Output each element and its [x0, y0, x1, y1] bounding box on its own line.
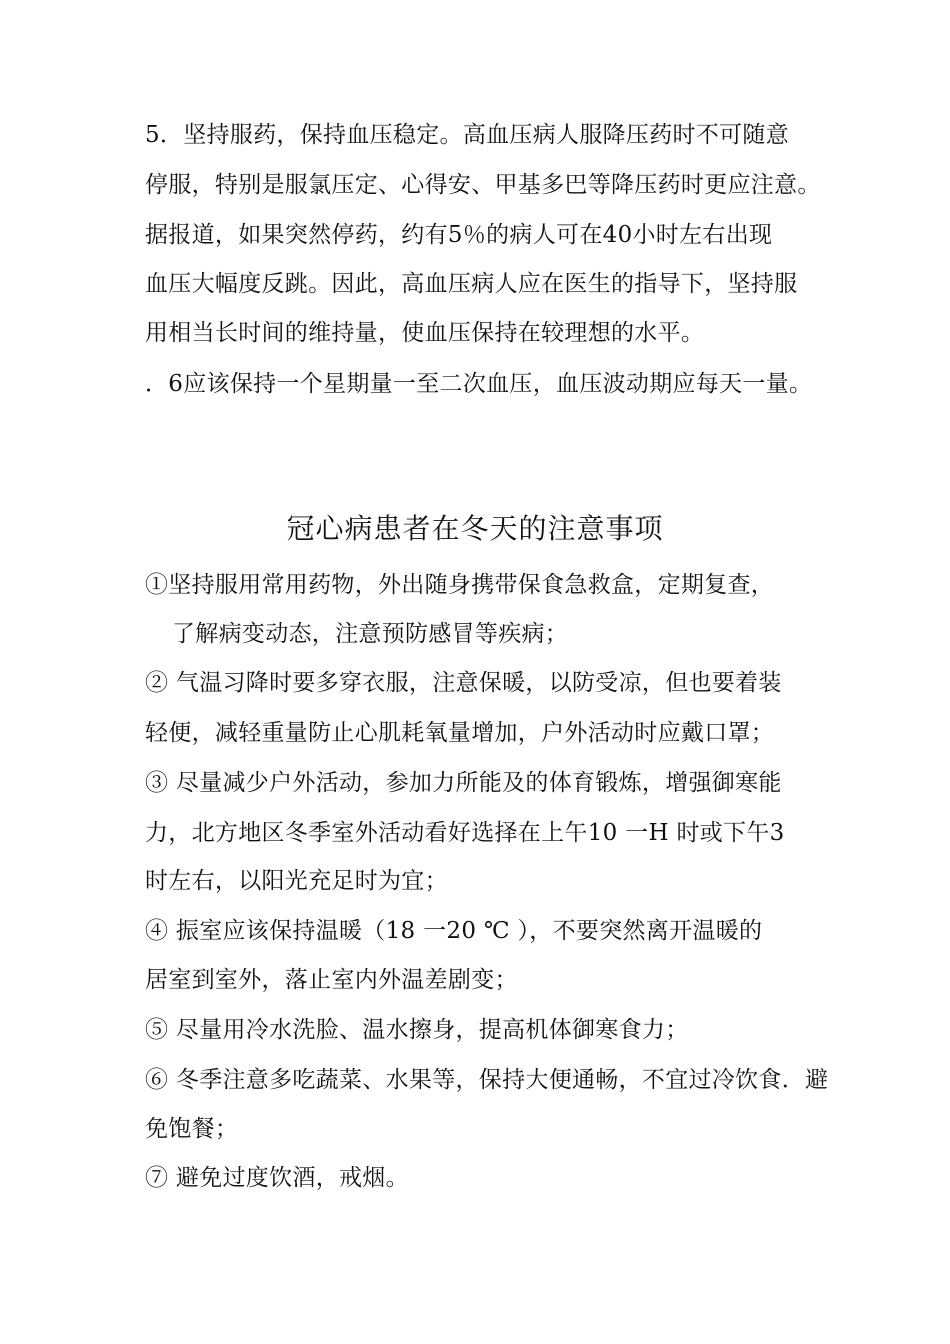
coronary-item-2-line-1: ② 气温习降时要多穿衣服，注意保暖，以防受凉，但也要着装	[145, 670, 782, 696]
coronary-item-4-line-2: 居室到室外，落止室内外温差剧变；	[145, 967, 518, 993]
hypertension-line-6: ．6应该保持一个星期量一至二次血压，血压波动期应每天一量。	[145, 371, 813, 397]
hypertension-line-2: 停服，特别是服氯压定、心得安、甲基多巴等降压药时更应注意。	[145, 172, 821, 198]
coronary-item-1-line-1: ①坚持服用常用药物，外出随身携带保食急救盒，定期复查，	[145, 572, 775, 598]
coronary-item-5-line-1: ⑤ 尽量用冷水洗脸、温水擦身，提高机体御寒食力；	[145, 1017, 689, 1043]
hypertension-line-1: 5．坚持服药，保持血压稳定。高血压病人服降压药时不可随意	[145, 122, 790, 148]
hypertension-line-5: 用相当长时间的维持量，使血压保持在较理想的水平。	[145, 320, 705, 346]
coronary-item-1-line-2: 了解病变动态，注意预防感冒等疾病；	[172, 621, 569, 647]
section-title: 冠心病患者在冬天的注意事项	[286, 512, 664, 545]
coronary-item-6-line-1: ⑥ 冬季注意多吃蔬菜、水果等，保持大便通畅，不宜过冷饮食．避	[145, 1067, 829, 1093]
hypertension-line-4: 血压大幅度反跳。因此，高血压病人应在医生的指导下，坚持服	[145, 271, 798, 297]
coronary-item-3-line-3: 时左右，以阳光充足时为宜；	[145, 868, 448, 894]
coronary-item-6-line-2: 免饱餐；	[145, 1116, 239, 1142]
hypertension-line-3: 据报道，如果突然停药，约有5％的病人可在40小时左右出现	[145, 222, 773, 248]
coronary-item-4-line-1: ④ 振室应该保持温暖（18 一20 ℃ ），不要突然离开温暖的	[145, 918, 763, 944]
coronary-item-3-line-1: ③ 尽量减少户外活动，参加力所能及的体育锻炼，增强御寒能	[145, 770, 782, 796]
coronary-item-3-line-2: 力，北方地区冬季室外活动看好选择在上午10 一H 时或下午3	[145, 820, 785, 846]
coronary-item-2-line-2: 轻便，减轻重量防止心肌耗氧量增加，户外活动时应戴口罩；	[145, 720, 775, 746]
coronary-item-7-line-1: ⑦ 避免过度饮酒，戒烟。	[145, 1165, 409, 1191]
